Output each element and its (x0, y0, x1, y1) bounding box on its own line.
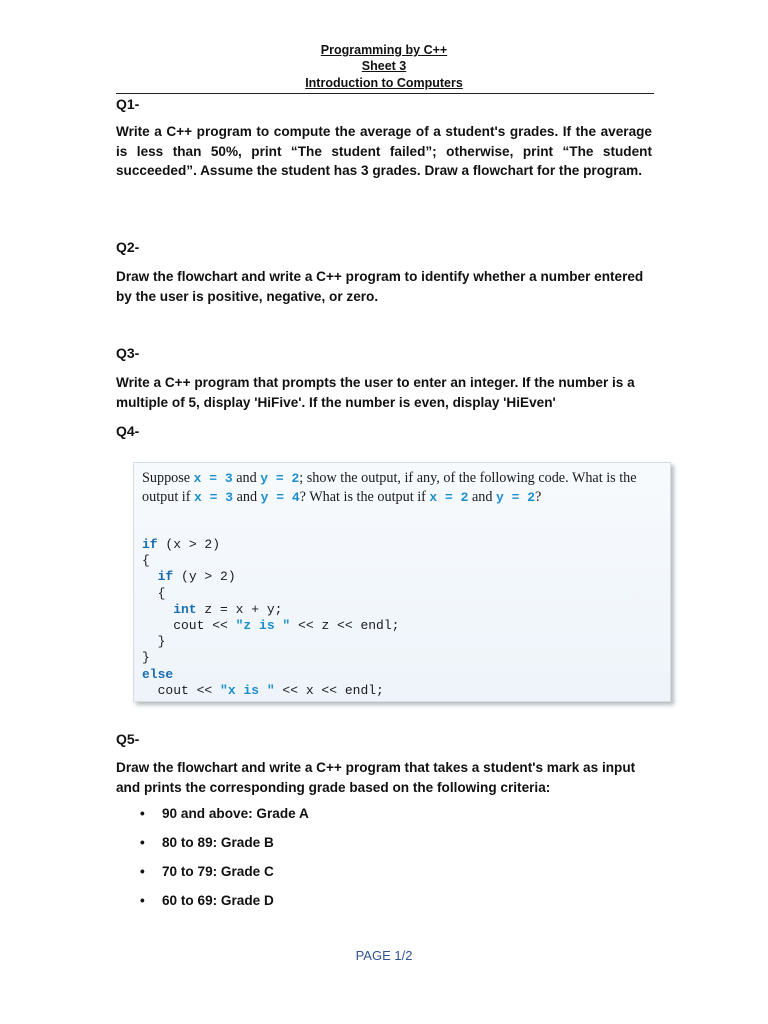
bullet-icon: • (140, 835, 145, 850)
q3-text: Write a C++ program that prompts the user to enter an integer. If the number is a multiple of 5, display 'HiFive'. If the number is even, display 'HiEven' (116, 375, 635, 410)
q4-code-listing: if (x > 2) { if (y > 2) { int z = x + y; cout << "z is " << z << endl; } } else cout << "x is " << x << endl; (142, 537, 400, 698)
list-item: • 60 to 69: Grade D (140, 893, 309, 922)
list-item: • 90 and above: Grade A (140, 806, 309, 835)
list-item: • 70 to 79: Grade C (140, 864, 309, 893)
bullet-icon: • (140, 806, 145, 821)
list-item: • 80 to 89: Grade B (140, 835, 309, 864)
grade-criteria-list (140, 806, 309, 922)
q1-text: Write a C++ program to compute the average of a student's grades. If the average is less than 50%, print “The student failed”; otherwise, print “The student succeeded”. Assume the student has 3 grades. Draw a flowchart for the program. (116, 124, 652, 178)
q2-label: Q2- (116, 239, 140, 255)
q1-label: Q1- (116, 96, 140, 112)
q2-text: Draw the flowchart and write a C++ program to identify whether a number entered by the user is positive, negative, or zero. (116, 269, 644, 304)
bullet-icon: • (140, 864, 145, 879)
q5-text: Draw the flowchart and write a C++ program that takes a student's mark as input and prints the corresponding grade based on the following criteria: (116, 760, 636, 795)
bullet-icon: • (140, 893, 145, 908)
q4-code-description: Suppose x = 3 and y = 2; show the output, if any, of the following code. What is the output if x = 3 and y = 4? What is the output if x = 2 and y = 2? (142, 470, 637, 505)
sheet-title: Sheet 3 (361, 59, 407, 73)
course-title: Programming by C++ (320, 43, 448, 57)
header-divider (116, 93, 654, 94)
q4-label: Q4- (116, 423, 140, 439)
q4-code-figure (133, 462, 671, 702)
q5-label: Q5- (116, 731, 140, 747)
q3-label: Q3- (116, 345, 140, 361)
topic-title: Introduction to Computers (305, 76, 463, 90)
page-number: PAGE 1/2 (355, 948, 413, 963)
